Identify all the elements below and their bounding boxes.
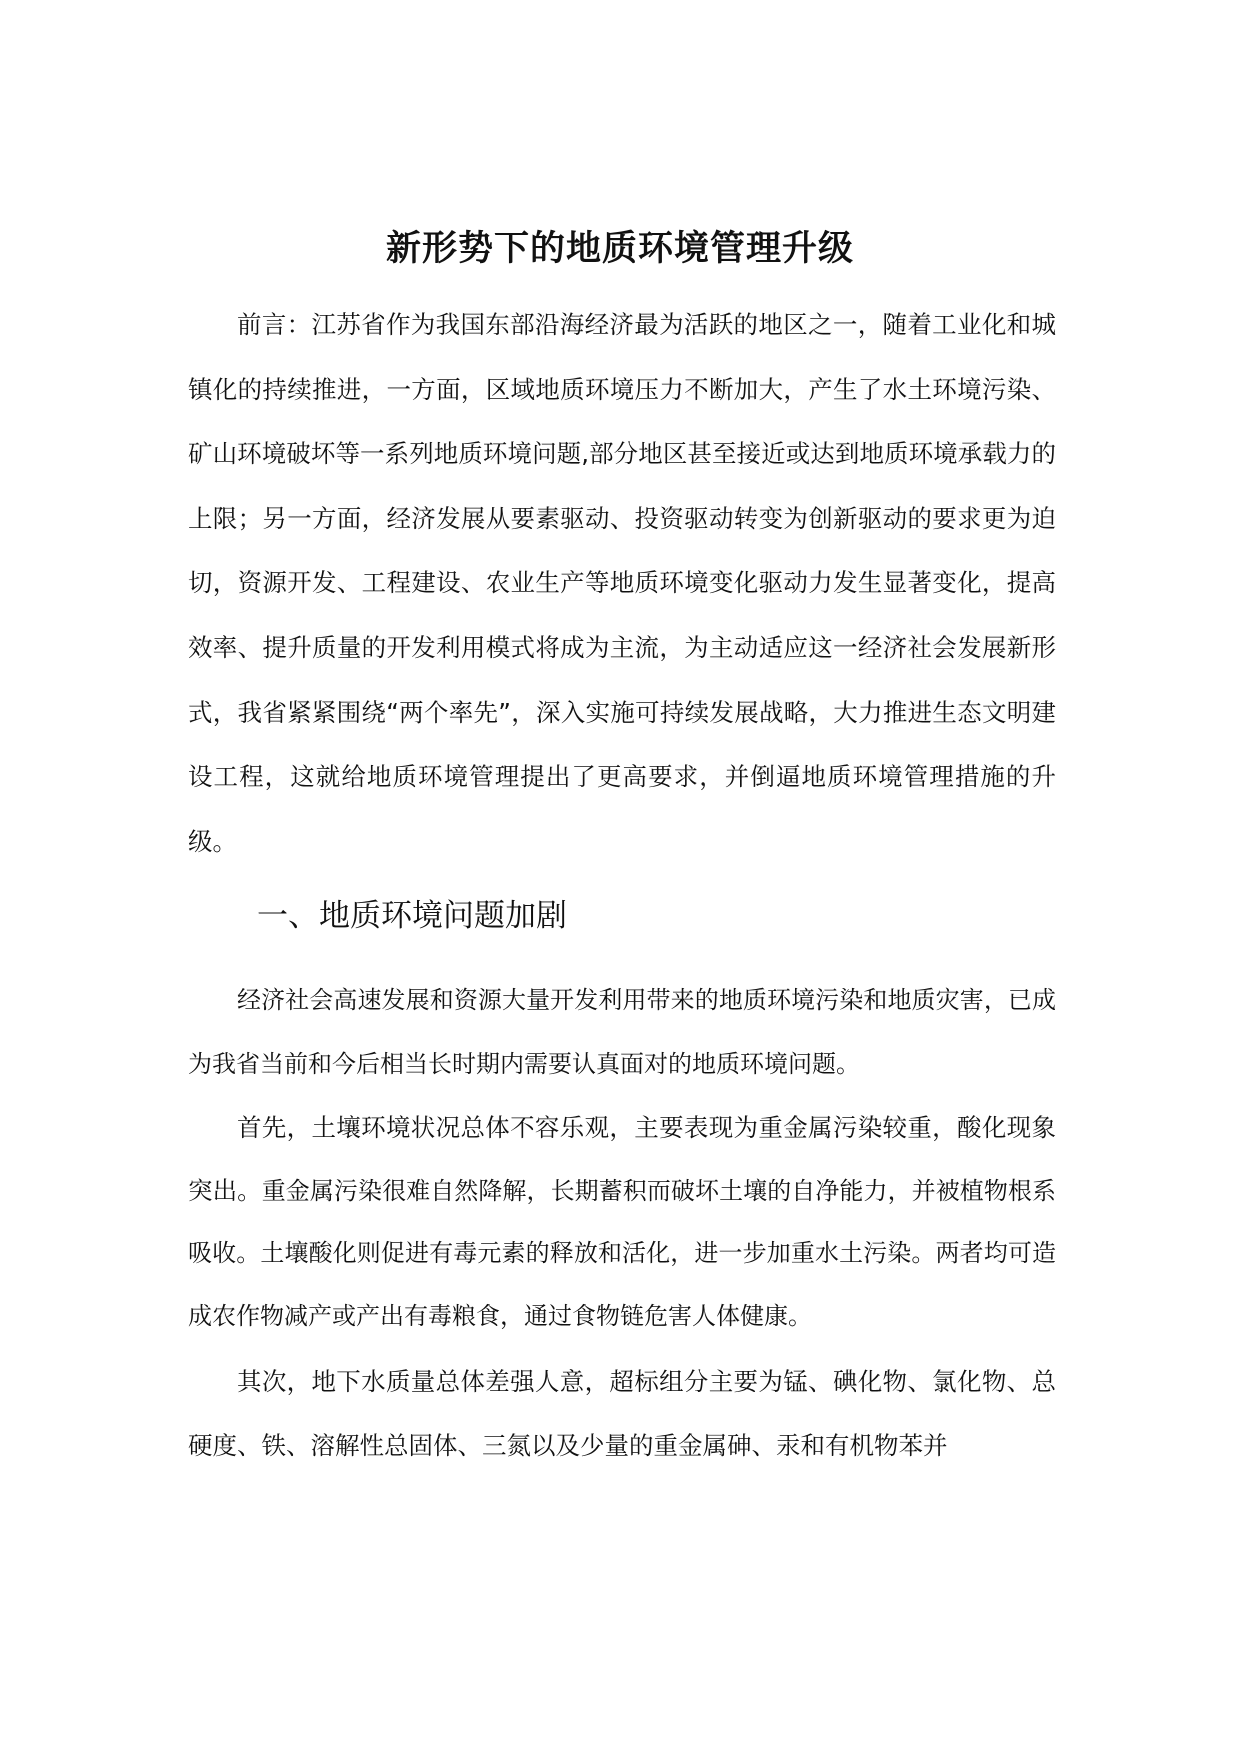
paragraph-body-text: 重金属污染很难自然降解，长期蓄积而破坏土壤的自净能力，并被植物根系吸收。土壤酸化则促进有毒元素的释放和活化，进一步加重水土污染。两者均可造成农作物减产或产出有毒粮食，通过食物链危害人体健康。: [188, 1176, 1057, 1330]
paragraph-lead-sentence: 首先，土壤环境状况总体不容乐观，主要表现为重金属污染较重，酸化现象突出。: [188, 1113, 1056, 1205]
document-title: 新形势下的地质环境管理升级: [385, 229, 854, 269]
section-paragraph-1: 经济社会高速发展和资源大量开发利用带来的地质环境污染和地质灾害，已成为我省当前和今后相当长时期内需要认真面对的地质环境问题。: [188, 986, 1056, 1078]
intro-paragraph: 前言：江苏省作为我国东部沿海经济最为活跃的地区之一，随着工业化和城镇化的持续推进，一方面，区域地质环境压力不断加大，产生了水土环境污染、矿山环境破坏等一系列地质环境问题,部分地区甚至接近或达到地质环境承载力的上限；另一方面，经济发展从要素驱动、投资驱动转变为创新驱动的要求更为迫切，资源开发、工程建设、农业生产等地质环境变化驱动力发生显著变化，提高效率、提升质量的开发利用模式将成为主流，为主动适应这一经济社会发展新形式，我省紧紧围绕“两个率先”，深入实施可持续发展战略，大力推进生态文明建设工程，这就给地质环境管理提出了更高要求，并倒逼地质环境管理措施的升级。: [188, 310, 1056, 856]
section-paragraph-3: 其次，地下水质量总体差强人意，超标组分主要为锰、碘化物、氯化物、总硬度、铁、溶解性总固体、三氮以及少量的重金属砷、汞和有机物苯并: [188, 1367, 1056, 1460]
section-heading: 一、地质环境问题加剧: [257, 898, 567, 934]
section-paragraph-2: [188, 1097, 1056, 1347]
